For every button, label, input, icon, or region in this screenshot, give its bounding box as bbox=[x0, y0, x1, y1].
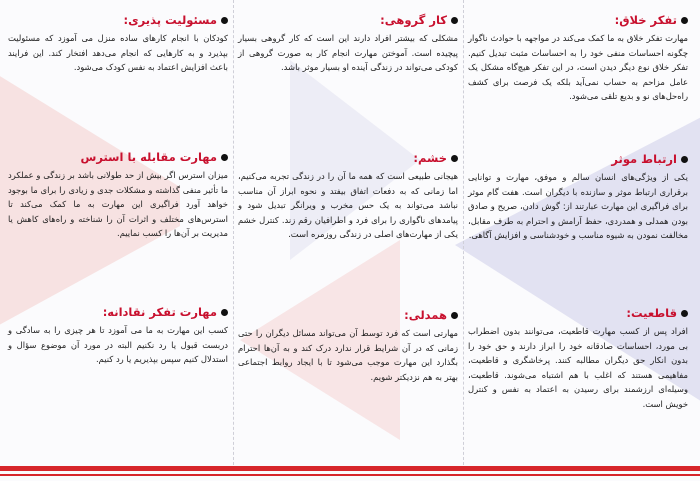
bullet-icon bbox=[451, 312, 458, 319]
section-critical-thinking bbox=[8, 304, 228, 367]
section-title: قاطعیت: bbox=[626, 306, 677, 320]
section-title: ارتباط موثر bbox=[611, 152, 677, 166]
section-heading bbox=[468, 151, 688, 167]
bullet-icon bbox=[451, 155, 458, 162]
section-assertiveness bbox=[468, 305, 688, 412]
section-title: همدلی: bbox=[404, 308, 447, 322]
bullet-icon bbox=[681, 156, 688, 163]
bullet-icon bbox=[451, 17, 458, 24]
section-heading bbox=[238, 307, 458, 323]
section-title: کار گروهی: bbox=[380, 13, 447, 27]
section-heading bbox=[8, 149, 228, 165]
section-heading bbox=[238, 12, 458, 28]
fold-line bbox=[233, 0, 234, 470]
bullet-icon bbox=[221, 309, 228, 316]
section-text: افراد پس از کسب مهارت قاطعیت، می‌توانند بدون اضطراب بی مورد، احساسات صادقانه خود را ابراز دارند و حق خود را بدون انکار حق دیگران مطالبه کنند. پرخاشگری و قاطعیت، مفاهیمی هستند که اغلب با هم اشتباه می‌شوند. قاطعیت، وسیله‌ای ارزشمند برای رسیدن به اعتماد به نفس و کنترل خویش است. bbox=[468, 326, 688, 409]
section-text: مشکلی که بیشتر افراد دارند این است که کار گروهی بسیار پیچیده است. آموختن مهارت انجام کار به صورت گروهی از کودکی می‌تواند در زندگی آینده او بسیار موثر باشد. bbox=[238, 33, 458, 73]
section-text: هیجانی طبیعی است که همه ما آن را در زندگی تجربه می‌کنیم، اما زمانی که به دفعات اتفاق بیفتد و نحوه ابراز آن مناسب نباشد می‌تواند به یک حس مخرب و ویرانگر تبدیل شود و پیامدهای ناگواری را برای فرد و اطرافیان رقم زند. کنترل خشم یکی از مهارت‌های اصلی در زندگی روزمره است. bbox=[238, 171, 458, 240]
section-title: تفکر خلاق: bbox=[614, 13, 677, 27]
column-right bbox=[468, 8, 688, 463]
section-text: کسب این مهارت به ما می آموزد تا هر چیزی را به سادگی و دربست قبول یا رد نکنیم البته در مورد آن موضوع سؤال و استدلال کنیم سپس بپذیریم یا رد کنیم. bbox=[8, 325, 228, 365]
section-creative-thinking bbox=[468, 12, 688, 104]
section-heading bbox=[238, 150, 458, 166]
section-text: مهارتی است که فرد توسط آن می‌تواند مسائل دیگران را حتی زمانی که در آن شرایط قرار ندارد درک کند و به آن‌ها احترام بگذارد این مهارت موجب می‌شود تا با ایجاد روابط اجتماعی بهتر به هم نزدیکتر شویم. bbox=[238, 328, 458, 382]
section-title: مهارت تفکر نقادانه: bbox=[102, 305, 217, 319]
fold-line bbox=[463, 0, 464, 470]
section-heading bbox=[8, 304, 228, 320]
bullet-icon bbox=[221, 17, 228, 24]
section-title: مسئولیت پذیری: bbox=[123, 13, 217, 27]
section-empathy bbox=[238, 307, 458, 384]
section-text: کودکان با انجام کارهای ساده منزل می آموزد که مسئولیت بپذیرد و به کارهایی که انجام می‌دهد افتخار کند. این فرایند باعث افزایش اعتماد به نفس کودک می‌شود. bbox=[8, 33, 228, 73]
section-heading bbox=[468, 12, 688, 28]
section-responsibility bbox=[8, 12, 228, 75]
section-text: یکی از ویژگی‌های انسان سالم و موفق، مهارت و توانایی برقراری ارتباط موثر و سازنده با دیگران است. هفت گام موثر برای فراگیری این مهارت عبارتند از: گوش دادن، صریح و صادق بودن همدلی و همدردی، حفظ آرامش و احترام به طرف مقابل، مخالفت نمودن به شیوه مناسب و خودشناسی و افزایش آگاهی. bbox=[468, 172, 688, 241]
bullet-icon bbox=[221, 154, 228, 161]
section-heading bbox=[468, 305, 688, 321]
section-teamwork bbox=[238, 12, 458, 75]
section-stress-coping bbox=[8, 149, 228, 241]
section-heading bbox=[8, 12, 228, 28]
section-text: میزان استرس اگر بیش از حد طولانی باشد بر زندگی و عملکرد ما تأثیر منفی گذاشته و مشکلات جدی و زیادی را برای ما بوجود خواهد آورد فراگیری این مهارت به ما کمک می‌کند تا استرس‌های مختلف و اثرات آن را شناخته و راه‌های کاهش یا مدیریت بر آن‌ها را کسب نماییم. bbox=[8, 170, 228, 239]
bullet-icon bbox=[681, 310, 688, 317]
column-left bbox=[8, 8, 228, 463]
section-title: خشم: bbox=[413, 151, 447, 165]
section-anger bbox=[238, 150, 458, 242]
section-title: مهارت مقابله با استرس bbox=[80, 150, 217, 164]
bullet-icon bbox=[681, 17, 688, 24]
section-text: مهارت تفکر خلاق به ما کمک می‌کند در مواجهه با حوادث ناگوار چگونه احساسات منفی خود را به احساسات مثبت تبدیل کنیم. تفکر خلاق نوع دیگر دیدن است، در این تفکر هیچ‌گاه مشکل یک عامل مزاحم به حساب نمی‌آید بلکه یک فرصت برای کشف راه‌حل‌های نو و بدیع تلقی می‌شود. bbox=[468, 33, 688, 102]
bottom-stripe bbox=[0, 466, 700, 471]
section-effective-communication bbox=[468, 151, 688, 243]
column-middle bbox=[238, 8, 458, 463]
bottom-stripe bbox=[0, 474, 700, 476]
